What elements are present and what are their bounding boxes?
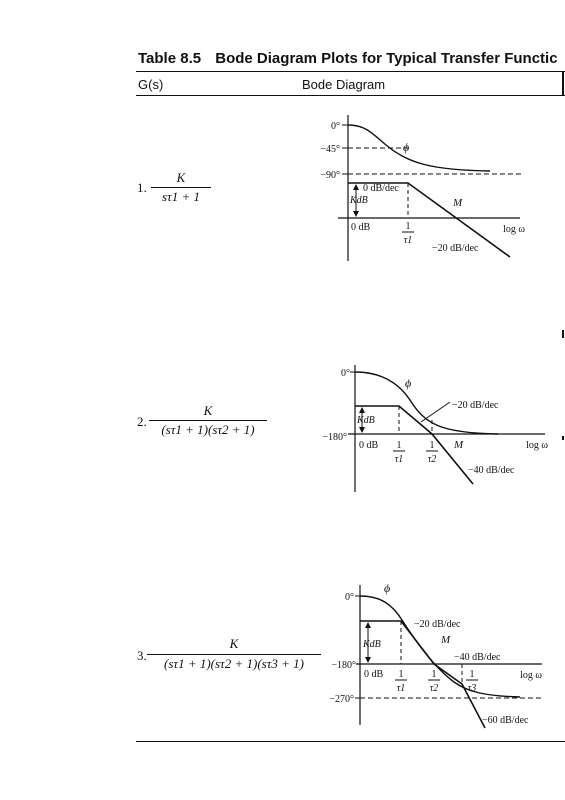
label-180deg: −180° bbox=[331, 660, 356, 671]
label-break3-num: 1 bbox=[469, 669, 475, 680]
label-break3-den: τ3 bbox=[467, 683, 477, 694]
label-break2-den: τ2 bbox=[429, 683, 439, 694]
fraction-bar bbox=[149, 420, 267, 421]
label-0deg: 0° bbox=[341, 368, 350, 379]
label-slope-20db: −20 dB/dec bbox=[432, 243, 479, 254]
bode-plot-1 bbox=[290, 105, 540, 270]
fraction-bar bbox=[151, 187, 211, 188]
transfer-function-3 bbox=[137, 636, 323, 676]
denominator: sτ1 + 1 bbox=[162, 189, 200, 204]
kdb-arrow-head-up bbox=[353, 184, 359, 190]
kdb-arrow-head-up bbox=[359, 407, 365, 413]
label-break2-num: 1 bbox=[431, 669, 437, 680]
label-kdb: KdB bbox=[350, 195, 368, 206]
transfer-function-2 bbox=[137, 403, 269, 443]
label-0db: 0 dB bbox=[351, 222, 371, 233]
label-phi: ϕ bbox=[405, 376, 412, 390]
row-index: 2. bbox=[137, 414, 147, 429]
slope-leader-line bbox=[421, 402, 450, 422]
label-log-omega: log ω bbox=[503, 224, 525, 235]
label-break-num: 1 bbox=[405, 221, 411, 232]
label-0db: 0 dB bbox=[359, 440, 379, 451]
label-0deg: 0° bbox=[331, 121, 340, 132]
table-title: Bode Diagram Plots for Typical Transfer Functic bbox=[215, 50, 558, 67]
magnitude-asymptote bbox=[348, 183, 510, 257]
kdb-arrow-head-down bbox=[359, 427, 365, 433]
column-header-bode-diagram: Bode Diagram bbox=[302, 77, 386, 92]
right-edge-mark-2 bbox=[562, 436, 564, 440]
label-break2-num: 1 bbox=[429, 440, 435, 451]
bode-plot-2 bbox=[300, 360, 550, 500]
label-break1-den: τ1 bbox=[396, 683, 406, 694]
label-slope-20db: −20 dB/dec bbox=[414, 619, 461, 630]
label-break-den: τ1 bbox=[403, 235, 413, 246]
column-header-gs: G(s) bbox=[138, 77, 164, 92]
row-index: 1. bbox=[137, 180, 147, 195]
kdb-arrow-head-down bbox=[365, 657, 371, 663]
label-slope-40db: −40 dB/dec bbox=[454, 652, 501, 663]
label-slope-60db: −60 dB/dec bbox=[482, 715, 529, 726]
numerator: K bbox=[229, 636, 239, 651]
denominator: (sτ1 + 1)(sτ2 + 1)(sτ3 + 1) bbox=[164, 656, 304, 671]
label-break1-num: 1 bbox=[396, 440, 402, 451]
fraction-bar bbox=[147, 654, 321, 655]
numerator: K bbox=[176, 170, 186, 185]
label-180deg: −180° bbox=[322, 432, 347, 443]
label-0db: 0 dB bbox=[364, 669, 384, 680]
phase-curve bbox=[360, 596, 520, 697]
label-break1-num: 1 bbox=[398, 669, 404, 680]
label-magnitude-m: M bbox=[453, 197, 463, 209]
right-edge-mark-1 bbox=[562, 330, 564, 338]
kdb-arrow-head-down bbox=[353, 211, 359, 217]
label-45deg: −45° bbox=[320, 144, 340, 155]
label-phi: ϕ bbox=[384, 581, 391, 595]
header-right-edge bbox=[562, 72, 564, 95]
phase-curve bbox=[348, 125, 490, 171]
label-0deg: 0° bbox=[345, 592, 354, 603]
label-magnitude-m: M bbox=[441, 634, 451, 646]
table-top-rule bbox=[136, 71, 565, 72]
header-bottom-rule bbox=[136, 95, 565, 96]
kdb-arrow-head-up bbox=[365, 622, 371, 628]
table-caption bbox=[138, 50, 558, 67]
label-break2-den: τ2 bbox=[427, 454, 437, 465]
table-bottom-rule bbox=[136, 741, 565, 742]
row-index: 3. bbox=[137, 648, 147, 663]
bode-plot-3 bbox=[320, 580, 550, 730]
label-kdb: KdB bbox=[357, 415, 375, 426]
label-slope-40db: −40 dB/dec bbox=[468, 465, 515, 476]
label-log-omega: log ω bbox=[520, 670, 542, 681]
label-phi: ϕ bbox=[403, 140, 410, 154]
table-number: Table 8.5 bbox=[138, 50, 202, 67]
numerator: K bbox=[203, 403, 213, 418]
denominator: (sτ1 + 1)(sτ2 + 1) bbox=[161, 422, 255, 437]
transfer-function-1 bbox=[137, 170, 217, 210]
label-270deg: −270° bbox=[329, 694, 354, 705]
label-log-omega: log ω bbox=[526, 440, 548, 451]
label-slope-20db: −20 dB/dec bbox=[452, 400, 499, 411]
label-90deg: −90° bbox=[320, 170, 340, 181]
label-break1-den: τ1 bbox=[394, 454, 404, 465]
label-magnitude-m: M bbox=[454, 439, 464, 451]
label-slope-0db: 0 dB/dec bbox=[363, 183, 399, 194]
label-kdb: KdB bbox=[363, 639, 381, 650]
